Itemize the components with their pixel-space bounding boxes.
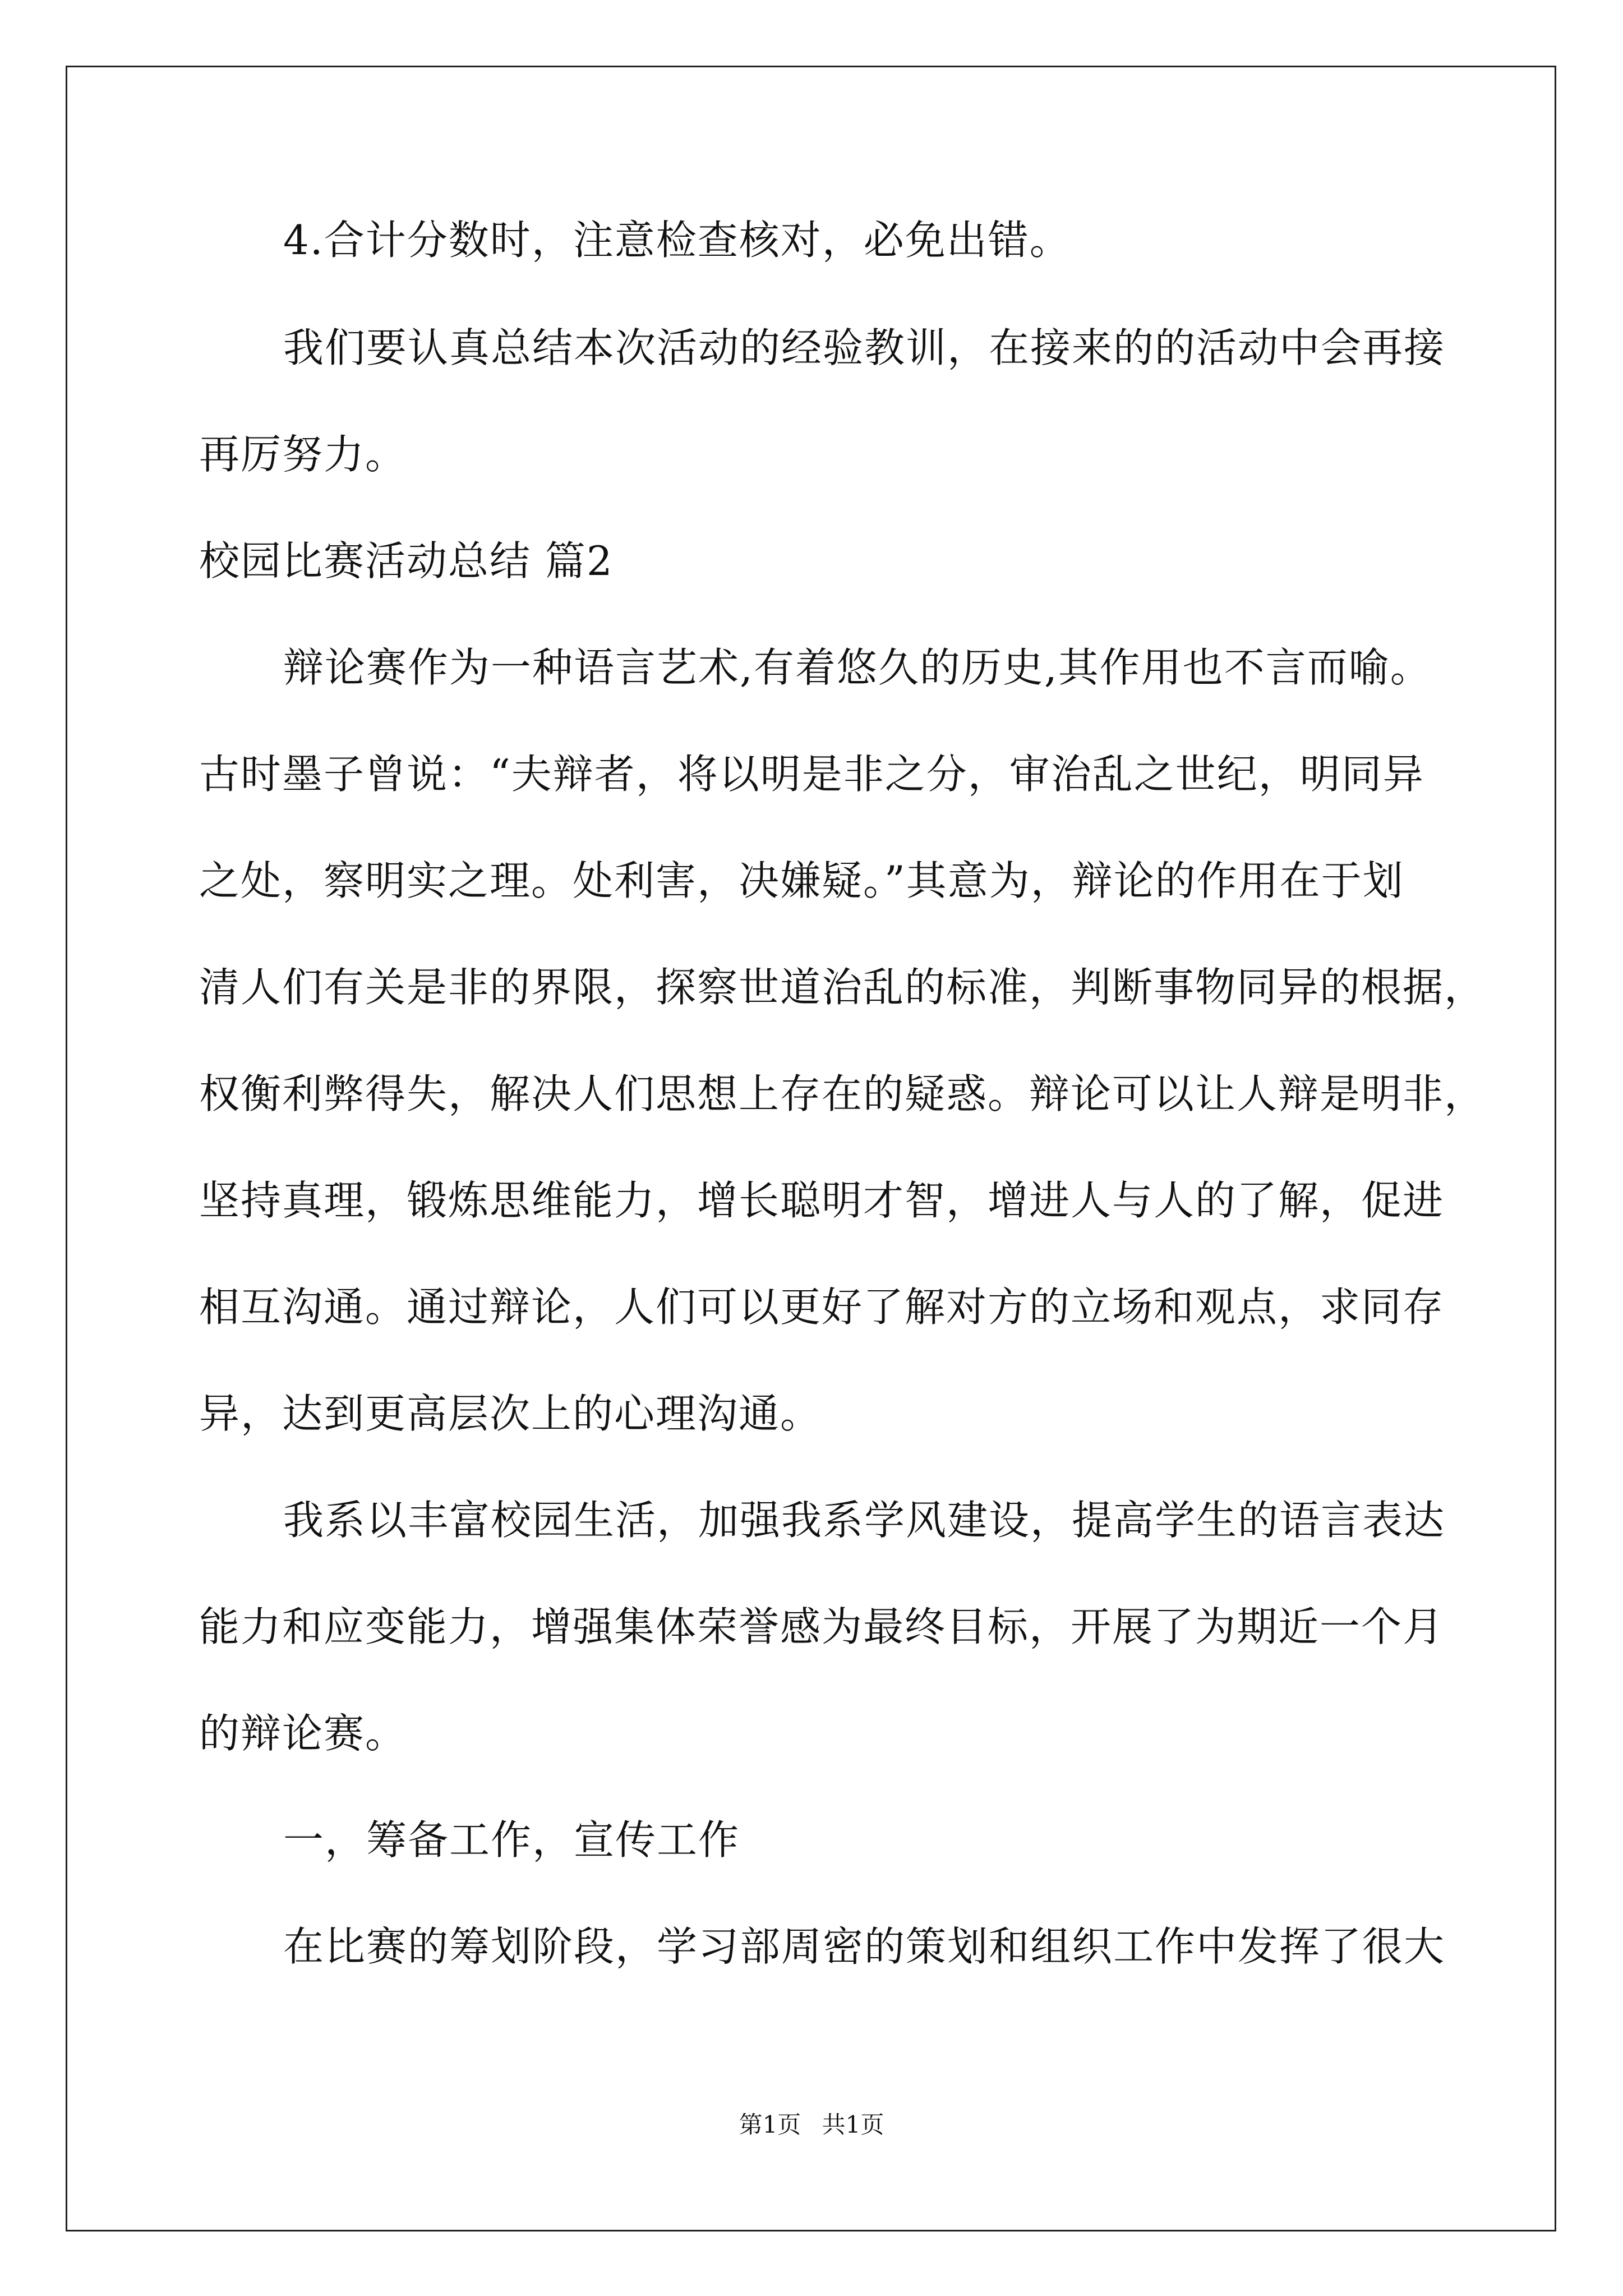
paragraph-line: 权衡利弊得失，解决人们思想上存在的疑惑。辩论可以让人辩是明非， bbox=[199, 1070, 1486, 1117]
paragraph-line: 坚持真理，锻炼思维能力，增长聪明才智，增进人与人的了解，促进 bbox=[199, 1177, 1445, 1224]
paragraph-line: 异，达到更高层次上的心理沟通。 bbox=[199, 1390, 822, 1437]
subsection-heading: 一，筹备工作，宣传工作 bbox=[283, 1816, 740, 1864]
paragraph-line: 我们要认真总结本次活动的经验教训，在接来的的活动中会再接 bbox=[283, 324, 1446, 371]
paragraph-line: 之处，察明实之理。处利害，决嫌疑。”其意为，辩论的作用在于划 bbox=[199, 857, 1404, 904]
paragraph-line: 再厉努力。 bbox=[199, 431, 407, 478]
paragraph-line: 能力和应变能力，增强集体荣誉感为最终目标，开展了为期近一个月 bbox=[199, 1603, 1445, 1650]
section-heading: 校园比赛活动总结 篇2 bbox=[199, 537, 614, 585]
paragraph-line: 我系以丰富校园生活，加强我系学风建设，提高学生的语言表达 bbox=[283, 1497, 1446, 1544]
paragraph-line: 清人们有关是非的界限，探察世道治乱的标准，判断事物同异的根据， bbox=[199, 964, 1486, 1011]
paragraph-line: 辩论赛作为一种语言艺术,有着悠久的历史,其作用也不言而喻。 bbox=[283, 644, 1432, 691]
page-total: 共1页 bbox=[822, 2111, 884, 2138]
paragraph-line: 4.合计分数时，注意检查核对，必免出错。 bbox=[283, 217, 1071, 264]
paragraph-line: 的辩论赛。 bbox=[199, 1710, 407, 1757]
page-footer bbox=[0, 2109, 1623, 2141]
paragraph-line: 在比赛的筹划阶段，学习部周密的策划和组织工作中发挥了很大 bbox=[283, 1923, 1446, 1970]
page-border bbox=[66, 66, 1556, 2231]
page-number: 第1页 bbox=[739, 2111, 801, 2138]
paragraph-line: 相互沟通。通过辩论，人们可以更好了解对方的立场和观点，求同存 bbox=[199, 1283, 1445, 1331]
paragraph-line: 古时墨子曾说：“夫辩者，将以明是非之分，审治乱之世纪，明同异 bbox=[199, 751, 1424, 798]
